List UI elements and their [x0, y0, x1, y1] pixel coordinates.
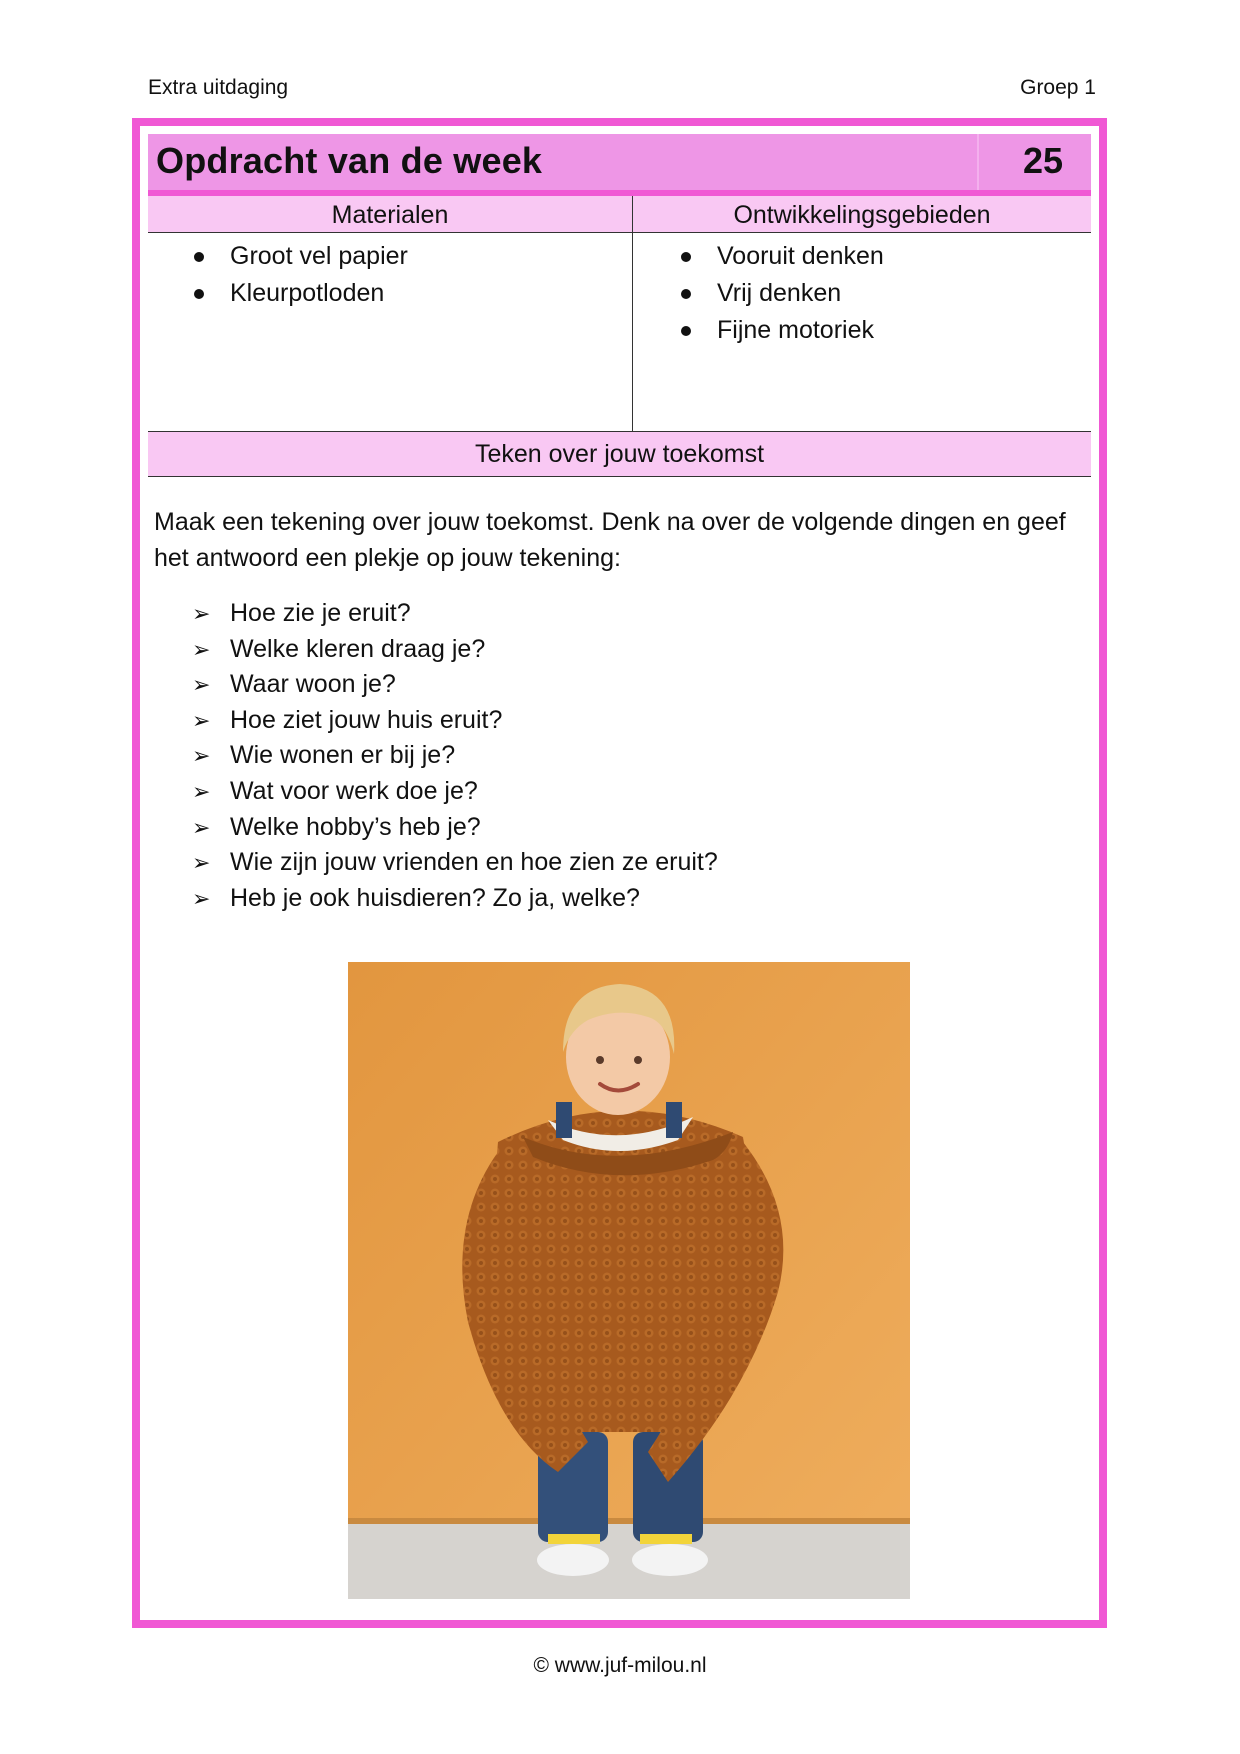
- question-list: [148, 596, 718, 916]
- arrow-bullet-icon: ➢: [192, 778, 211, 804]
- question-item: [148, 596, 718, 632]
- development-item-label: Vrij denken: [717, 279, 842, 307]
- question-label: Wie wonen er bij je?: [230, 741, 456, 770]
- arrow-bullet-icon: ➢: [192, 636, 211, 662]
- question-label: Wie zijn jouw vrienden en hoe zien ze eruit?: [230, 848, 718, 877]
- materials-list: [148, 238, 408, 312]
- week-number: 25: [1022, 140, 1063, 181]
- development-item: [635, 312, 884, 349]
- development-list: [635, 238, 884, 349]
- question-label: Wat voor werk doe je?: [230, 776, 478, 805]
- arrow-bullet-icon: ➢: [192, 601, 211, 626]
- assignment-card: [132, 118, 1107, 1628]
- question-label: Hoe zie je eruit?: [230, 599, 411, 627]
- materials-item: [148, 238, 408, 275]
- arrow-bullet-icon: ➢: [192, 743, 211, 769]
- title-bar: [148, 134, 1091, 196]
- bullet-icon: [194, 289, 204, 299]
- development-item-label: Vooruit denken: [717, 242, 884, 270]
- arrow-bullet-icon: ➢: [192, 672, 211, 698]
- materials-item-label: Kleurpotloden: [230, 279, 385, 307]
- header-group: Groep 1: [1020, 76, 1096, 99]
- question-item: [148, 738, 718, 774]
- card-title: Opdracht van de week: [156, 140, 543, 181]
- development-item: [635, 238, 884, 275]
- bullet-icon: [681, 252, 691, 262]
- development-heading: Ontwikkelingsgebieden: [633, 196, 1091, 233]
- question-label: Waar woon je?: [230, 670, 396, 699]
- bullet-icon: [681, 289, 691, 299]
- materials-item-label: Groot vel papier: [230, 242, 408, 270]
- question-label: Welke kleren draag je?: [230, 634, 486, 663]
- intro-text: Maak een tekening over jouw toekomst. Denk na over de volgende dingen en geef het antwoord een plekje op jouw tekening:: [154, 508, 1066, 572]
- question-item: [148, 845, 718, 881]
- column-divider: [632, 196, 633, 432]
- question-item: [148, 667, 718, 703]
- bullet-icon: [194, 252, 204, 262]
- question-item: [148, 703, 718, 739]
- child-sweater-photo: [348, 962, 910, 1599]
- footer-copyright: © www.juf-milou.nl: [533, 1654, 707, 1677]
- question-label: Hoe ziet jouw huis eruit?: [230, 705, 503, 734]
- question-label: Heb je ook huisdieren? Zo ja, welke?: [230, 883, 640, 912]
- question-label: Welke hobby’s heb je?: [230, 812, 481, 841]
- arrow-bullet-icon: ➢: [192, 814, 211, 840]
- development-item: [635, 275, 884, 312]
- header-subject: Extra uitdaging: [148, 76, 289, 99]
- arrow-bullet-icon: ➢: [192, 885, 211, 911]
- materials-heading: Materialen: [148, 196, 633, 233]
- title-divider: [977, 134, 979, 190]
- question-item: [148, 632, 718, 668]
- question-item: [148, 810, 718, 846]
- section-title: Teken over jouw toekomst: [148, 431, 1091, 477]
- question-item: [148, 881, 718, 917]
- bullet-icon: [681, 326, 691, 336]
- development-item-label: Fijne motoriek: [717, 316, 874, 344]
- question-item: [148, 774, 718, 810]
- arrow-bullet-icon: ➢: [192, 850, 211, 876]
- materials-item: [148, 275, 408, 312]
- arrow-bullet-icon: ➢: [192, 707, 211, 733]
